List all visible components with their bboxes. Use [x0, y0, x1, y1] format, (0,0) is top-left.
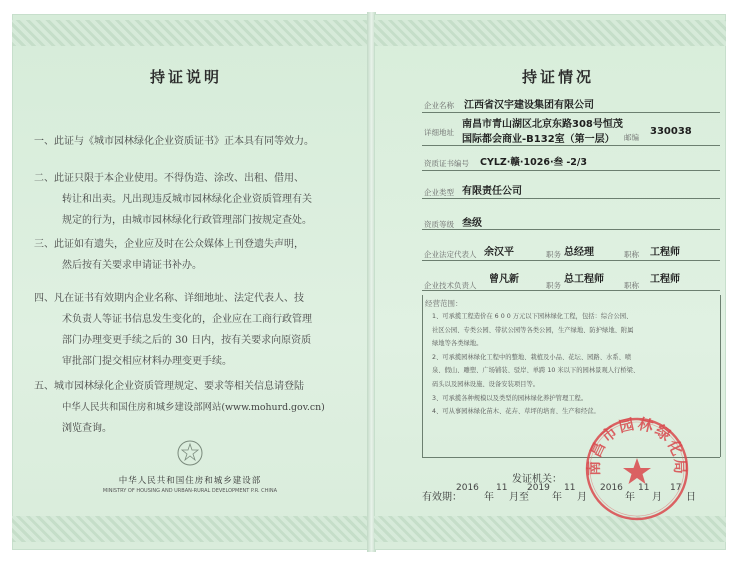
issuer-name-cn: 中华人民共和国住房和城乡建设部 [118, 476, 262, 486]
scope-box-left [422, 295, 423, 457]
official-seal-stamp [582, 414, 692, 524]
tech-title-label: 职称 [624, 281, 639, 290]
instruction-line: 二、此证只限于本企业使用。不得伪造、涂改、出租、借用、 [34, 173, 304, 184]
left-page [12, 14, 369, 550]
enterprise-type-label: 企业类型 [424, 188, 454, 197]
tech-title-value: 工程师 [650, 274, 680, 285]
instruction-item-2 [34, 168, 312, 231]
scope-line: 1、可承揽工程造价在 6 0 0 万元以下园林绿化工程，包括：综合公园、 [432, 313, 633, 320]
issue-year: 2016 [600, 483, 623, 493]
postcode-value: 330038 [650, 126, 692, 137]
validity-from-month: 11 [496, 483, 508, 493]
row-divider [422, 112, 720, 113]
decorative-border-bottom [12, 516, 369, 542]
issuer-name-en: MINISTRY OF HOUSING AND URBAN-RURAL DEVELOPMENT P.R. CHINA [102, 488, 278, 494]
right-page-title: 持证情况 [522, 68, 595, 86]
legal-rep-title-value: 工程师 [650, 247, 680, 258]
instruction-line: 浏览查询。 [62, 423, 112, 434]
tech-post-value: 总工程师 [564, 274, 604, 285]
row-divider [422, 170, 720, 171]
legal-representative-value: 余汉平 [484, 247, 514, 258]
qualification-grade-label: 资质等级 [424, 220, 454, 229]
instruction-line: 部门办理变更手续之后的 30 日内，按有关要求向原资质 [62, 335, 312, 346]
scope-line: 社区公园、专类公园、带状公园等各类公园，生产绿地、防护绿地、附属 [432, 326, 634, 334]
row-divider [422, 229, 720, 230]
validity-to-year: 2019 [527, 483, 550, 493]
instruction-line: 中华人民共和国住房和城乡建设部网站(www.mohurd.gov.cn) [62, 402, 325, 413]
validity-label: 有效期： [422, 492, 462, 503]
instruction-line: 然后按有关要求申请证书补办。 [62, 260, 202, 271]
certificate-number-value: CYLZ·赣·1026·叁 -2/3 [480, 157, 588, 168]
address-line-2: 国际都会商业-B132室（第一层） [462, 134, 615, 145]
address-line-1: 南昌市青山湖区北京东路308号恒茂 [462, 119, 623, 130]
issuing-authority-label: 发证机关： [512, 474, 562, 485]
issue-day: 17 [670, 483, 682, 493]
scope-line: 泉、假山、雕塑、广场铺装、驳岸、单跨 10 米以下的园林景观人行桥梁、 [432, 367, 640, 375]
national-emblem-icon [175, 438, 205, 468]
scope-line: 2、可承揽园林绿化工程中的整地、栽植及小品、花坛、园路、水系、喷 [432, 353, 632, 361]
row-divider [422, 290, 720, 291]
legal-rep-post-label: 职务 [546, 250, 561, 259]
instruction-line: 规定的行为，由城市园林绿化行政管理部门按规定查处。 [62, 215, 312, 226]
scope-box-right [720, 295, 721, 457]
instruction-line: 转让和出卖。凡出现违反城市园林绿化企业资质管理有关 [62, 194, 312, 205]
row-divider [422, 260, 720, 261]
scope-line: 3、可承揽各种规模以及类型的园林绿化养护管理工程。 [432, 394, 588, 402]
instruction-line: 审批部门提交相应材料办理变更手续。 [62, 356, 232, 367]
year-char: 年 [625, 492, 635, 503]
tech-post-label: 职务 [546, 281, 561, 290]
instruction-line: 五、城市园林绿化企业资质管理规定、要求等相关信息请登陆 [34, 381, 304, 392]
technical-head-label: 企业技术负责人 [424, 281, 477, 290]
business-scope-label: 经营范围： [425, 299, 463, 308]
address-label: 详细地址 [424, 128, 454, 137]
scope-line: 绿地等各类绿地。 [432, 340, 483, 348]
postcode-label: 邮编 [624, 133, 639, 142]
instruction-line: 三、此证如有遗失，企业应及时在公众媒体上刊登遗失声明， [34, 239, 304, 250]
business-scope-text [432, 310, 712, 419]
certificate-number-label: 资质证书编号 [424, 159, 469, 168]
legal-representative-label: 企业法定代表人 [424, 250, 477, 259]
year-char: 年 [552, 492, 562, 503]
instruction-line: 一、此证与《城市园林绿化企业资质证书》正本具有同等效力。 [34, 136, 314, 147]
decorative-border-top [12, 20, 369, 46]
technical-head-value: 曾凡新 [489, 274, 519, 285]
decorative-border-top [374, 20, 726, 46]
seal-text: 南昌市园林绿化局 [584, 414, 690, 476]
month-to-char: 月至 [509, 492, 529, 503]
row-divider [422, 198, 720, 199]
instruction-item-1 [34, 131, 314, 152]
scope-line: 4、可从事园林绿化苗木、花卉、草坪的培育、生产和经营。 [432, 408, 600, 416]
row-divider [422, 145, 720, 146]
enterprise-type-value: 有限责任公司 [462, 186, 522, 197]
month-char: 月 [577, 492, 587, 503]
instruction-line: 术负责人等证书信息发生变化的，企业应在工商行政管理 [62, 314, 312, 325]
company-name-label: 企业名称 [424, 101, 454, 110]
instruction-item-5 [34, 376, 325, 439]
year-char: 年 [484, 492, 494, 503]
instruction-item-4 [34, 288, 312, 372]
instruction-line: 四、凡在证书有效期内企业名称、详细地址、法定代表人、技 [34, 293, 304, 304]
legal-rep-post-value: 总经理 [564, 247, 594, 258]
company-name-value: 江西省汉宇建设集团有限公司 [464, 100, 594, 111]
instruction-item-3 [34, 234, 304, 276]
validity-from-year: 2016 [456, 483, 479, 493]
left-page-title: 持证说明 [150, 68, 223, 86]
month-char: 月 [652, 492, 662, 503]
legal-rep-title-label: 职称 [624, 250, 639, 259]
validity-to-month: 11 [564, 483, 576, 493]
day-char: 日 [686, 492, 696, 503]
issue-month: 11 [638, 483, 650, 493]
scope-line: 码头以及园林设施、设备安装项目等。 [432, 380, 540, 388]
qualification-grade-value: 叁级 [462, 218, 482, 229]
